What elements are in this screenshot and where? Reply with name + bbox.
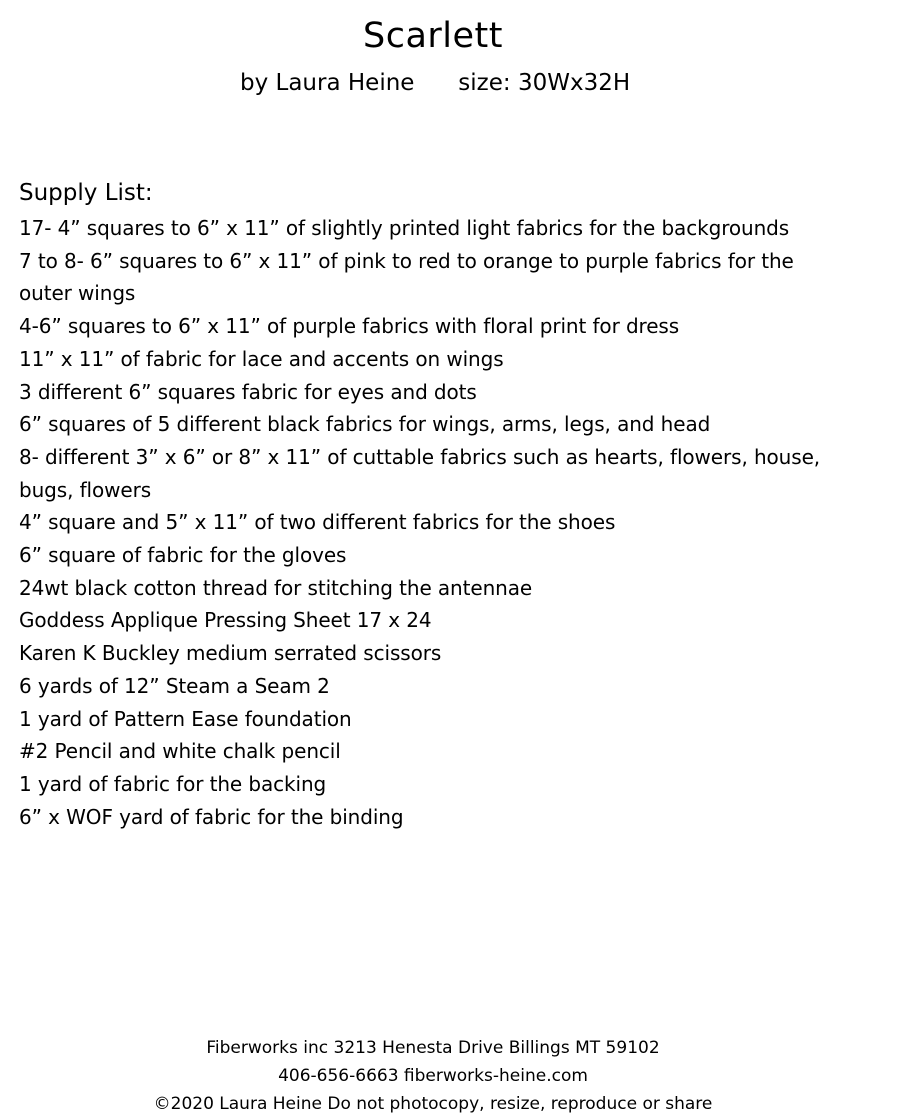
supply-line: 7 to 8- 6” squares to 6” x 11” of pink to red to orange to purple fabrics for the <box>19 248 794 273</box>
supply-line: 11” x 11” of fabric for lace and accents on wings <box>19 346 504 371</box>
supply-line: 1 yard of fabric for the backing <box>19 771 327 796</box>
footer <box>0 1034 866 1118</box>
supply-line: 6” x WOF yard of fabric for the binding <box>19 804 404 829</box>
supply-line: 24wt black cotton thread for stitching the antennae <box>19 575 533 600</box>
supply-line: 4” square and 5” x 11” of two different fabrics for the shoes <box>19 510 616 535</box>
supply-line: 6” square of fabric for the gloves <box>19 543 347 568</box>
supply-line: 6 yards of 12” Steam a Seam 2 <box>19 673 330 698</box>
author-size-line: by Laura Heine size: 30Wx32H <box>240 70 631 96</box>
document-title: Scarlett <box>362 16 503 56</box>
supply-line: 17- 4” squares to 6” x 11” of slightly printed light fabrics for the backgrounds <box>19 216 790 240</box>
supply-line: outer wings <box>19 281 136 306</box>
footer-contact: 406-656-6663 fiberworks-heine.com <box>278 1066 588 1086</box>
supply-line: 6” squares of 5 different black fabrics for wings, arms, legs, and head <box>19 412 711 437</box>
supply-line: 8- different 3” x 6” or 8” x 11” of cuttable fabrics such as hearts, flowers, house, <box>19 444 821 469</box>
supply-line: #2 Pencil and white chalk pencil <box>19 739 341 764</box>
supply-line: 4-6” squares to 6” x 11” of purple fabrics with floral print for dress <box>19 314 680 339</box>
supply-line: bugs, flowers <box>19 477 152 502</box>
footer-copyright: ©2020 Laura Heine Do not photocopy, resize, reproduce or share <box>153 1094 713 1114</box>
supply-line: 1 yard of Pattern Ease foundation <box>19 706 352 731</box>
supply-list-heading: Supply List: <box>19 180 153 206</box>
footer-address: Fiberworks inc 3213 Henesta Drive Billings MT 59102 <box>206 1038 660 1058</box>
supply-list <box>19 212 859 833</box>
supply-line: 3 different 6” squares fabric for eyes and dots <box>19 379 477 404</box>
supply-line: Karen K Buckley medium serrated scissors <box>19 641 442 666</box>
supply-line: Goddess Applique Pressing Sheet 17 x 24 <box>19 608 432 633</box>
